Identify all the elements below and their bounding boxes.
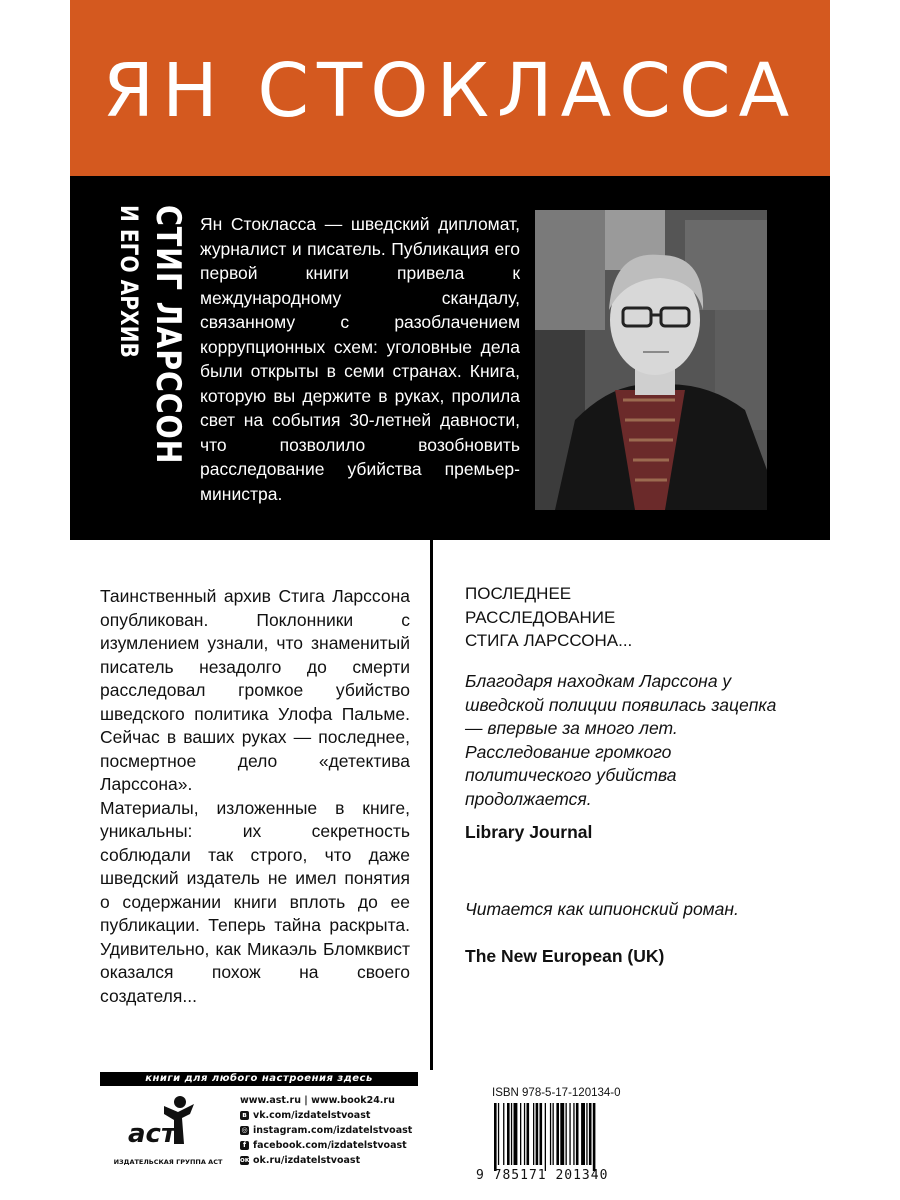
- barcode-bar: [498, 1103, 499, 1165]
- headline-line-2: РАССЛЕДОВАНИЕ: [465, 607, 616, 627]
- barcode-bar: [586, 1103, 587, 1165]
- review-quote-1: Благодаря находкам Ларссона у шведской полиции появилась зацепка — впервые за много лет. Расследование громкого политического убийства продолжается.: [465, 671, 777, 809]
- barcode-bar: [576, 1103, 579, 1165]
- barcode-bar: [514, 1103, 518, 1165]
- review-quote-2: Читается как шпионский роман.: [465, 899, 739, 919]
- author-photo: [535, 210, 767, 510]
- social-link-text: vk.com/izdatelstvoast: [253, 1110, 371, 1121]
- barcode-bar: [507, 1103, 510, 1165]
- headline-line-3: СТИГА ЛАРССОНА...: [465, 631, 633, 650]
- barcode-bar: [511, 1103, 512, 1165]
- social-link-odnoklassniki[interactable]: [240, 1153, 430, 1168]
- publisher-logo: [124, 1094, 204, 1150]
- blurb: [100, 585, 410, 1008]
- barcode-bar: [581, 1103, 585, 1165]
- blurb-paragraph-1: Таинственный архив Стига Ларссона опубликован. Поклонники с изумлением узнали, что знаменитый писатель незадолго до смерти расследовал громкое убийство шведского политика Улофа Пальме. Сейчас в ваших руках — последнее, посмертное дело «детектива Ларссона».: [100, 586, 410, 794]
- barcode-bar: [589, 1103, 592, 1165]
- barcode-bar: [545, 1103, 546, 1171]
- barcode-bar: [560, 1103, 564, 1165]
- publisher-logo-text: аст: [128, 1119, 177, 1149]
- barcode-bar: [566, 1103, 567, 1165]
- author-bio: Ян Стокласса — шведский дипломат, журналист и писатель. Публикация его первой книги привела к международному скандалу, связанному с разоблачением коррупционных схем: уголовные дела были открыты в семи странах. Книга, которую вы держите в руках, пролила свет на события 30-летней давности, что позволило возобновить расследование убийства премьер-министра.: [200, 214, 520, 504]
- barcode-bar: [524, 1103, 525, 1165]
- isbn: ISBN 978-5-17-120134-0: [492, 1087, 621, 1099]
- barcode-bar: [533, 1103, 534, 1165]
- barcode-digits: 9 785171 201340: [476, 1168, 609, 1183]
- odnoklassniki-icon: ок: [240, 1156, 250, 1164]
- barcode-bar: [569, 1103, 570, 1165]
- barcode-bar: [573, 1103, 574, 1165]
- headline-line-1: ПОСЛЕДНЕЕ: [465, 584, 572, 603]
- author-name: ЯН СТОКЛАССА: [102, 48, 798, 134]
- publisher-name: ИЗДАТЕЛЬСКАЯ ГРУППА АСТ: [113, 1158, 223, 1166]
- facebook-icon: f: [240, 1141, 249, 1150]
- blurb-paragraph-2: Материалы, изложенные в книге, уникальны: их секретность соблюдали так строго, что даже шведский издатель не имел понятия о содержании книги вплоть до ее публикации. Теперь тайна раскрыта. Удивительно, как Микаэль Бломквист оказался похож на своего создателя...: [100, 797, 410, 1006]
- review-source-2: The New European (UK): [465, 946, 665, 966]
- barcode-bar: [536, 1103, 539, 1165]
- barcode: [492, 1103, 640, 1171]
- barcode-bar: [527, 1103, 530, 1165]
- book-subtitle: И ЕГО АРХИВ: [115, 205, 143, 358]
- publisher-slogan: книги для любого настроения здесь: [100, 1072, 418, 1086]
- instagram-icon: ◎: [241, 1126, 248, 1134]
- book-title-vertical: [108, 205, 188, 505]
- headline: [465, 582, 765, 653]
- book-title: СТИГ ЛАРССОН: [148, 205, 188, 465]
- barcode-bar: [593, 1103, 596, 1171]
- column-divider: [430, 540, 433, 1070]
- barcode-bar: [520, 1103, 521, 1165]
- barcode-bar: [550, 1103, 551, 1165]
- social-link-text: ok.ru/izdatelstvoast: [253, 1155, 361, 1166]
- barcode-bar: [540, 1103, 543, 1165]
- barcode-bar: [556, 1103, 559, 1165]
- barcode-bar: [494, 1103, 497, 1171]
- social-link-text: facebook.com/izdatelstvoast: [253, 1140, 407, 1151]
- social-link-text: instagram.com/izdatelstvoast: [253, 1125, 413, 1136]
- publisher-links: [240, 1093, 430, 1168]
- social-link-instagram[interactable]: [240, 1123, 430, 1138]
- websites[interactable]: www.ast.ru | www.book24.ru: [240, 1095, 395, 1106]
- barcode-bar: [553, 1103, 554, 1165]
- barcode-bar: [503, 1103, 504, 1165]
- review-source-1: Library Journal: [465, 822, 593, 842]
- social-link-vk[interactable]: [240, 1108, 430, 1123]
- social-link-facebook[interactable]: [240, 1138, 430, 1153]
- vk-icon: в: [240, 1111, 249, 1120]
